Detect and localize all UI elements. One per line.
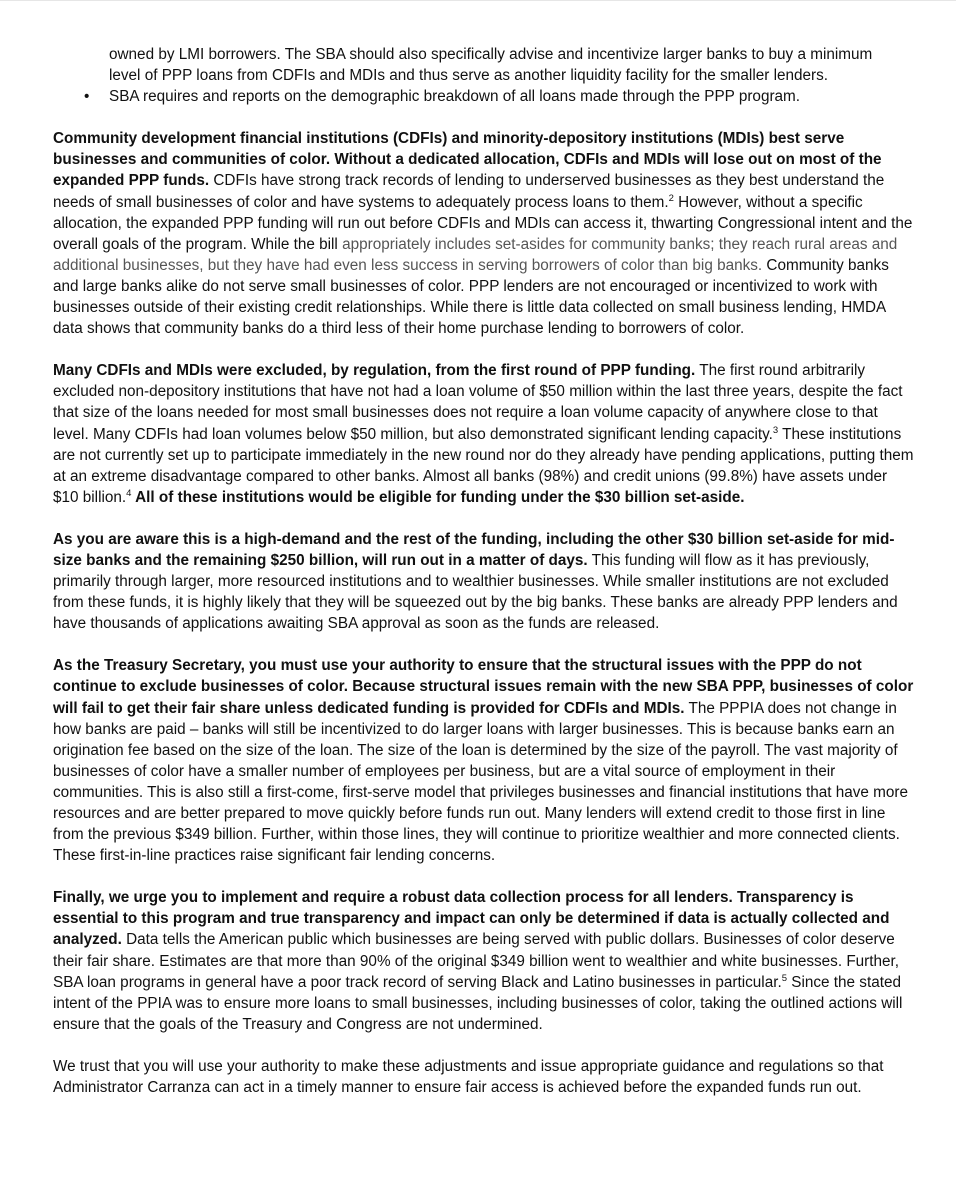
paragraph-text: Community banks and large banks alike do not serve small businesses of color. PPP lenders are not encouraged or incentivized to work with businesses outside of their existing credit relationships. While there is little data collected on small business lending, HMDA data shows that community banks do a third less of their home purchase lending to borrowers of color. [53, 256, 889, 338]
footnote-ref: 3 [772, 424, 779, 436]
paragraph-text: CDFIs have strong track records of lending to underserved businesses as they best understand the needs of small businesses of color and have systems to adequately process loans to them. [53, 172, 885, 211]
bullet-marker: • [84, 88, 90, 106]
footnote-ref: 4 [126, 487, 132, 499]
paragraph-text: Since the stated intent of the PPIA was to ensure more loans to small businesses, including businesses of color, taking the outlined actions will ensure that the goals of the Treasury and Congress are not undermined. [53, 973, 903, 1033]
continuation-line-2: level of PPP loans from CDFIs and MDIs and thus serve as another liquidity facility for the smaller lenders. [109, 67, 828, 85]
top-divider [0, 0, 956, 1]
paragraph-text: These institutions are not currently set up to participate immediately in the new round nor do they already have pending applications, putting them at an extreme disadvantage compared to other banks. Almost all banks (98%) and credit unions (99.8%) have assets under $10 billion. [53, 425, 914, 506]
paragraph-bold-end: All of these institutions would be eligible for funding under the $30 billion set-aside. [131, 488, 745, 506]
paragraph-text: This funding will flow as it has previously, primarily through larger, more resourced institutions and to wealthier businesses. While smaller institutions are not excluded from these funds, it is highly likely that they will be squeezed out by the big banks. These banks are already PPP lenders and have thousands of applications awaiting SBA approval as soon as the funds are released. [53, 551, 898, 633]
paragraph-cdfi-mdi-serve [53, 128, 916, 339]
paragraph-lead: As the Treasury Secretary, you must use your authority to ensure that the structural issues with the PPP do not continue to exclude businesses of color. Because structural issues remain with the new SBA PPP, businesses of color will fail to get their fair share unless dedicated funding is provided for CDFIs and MDIs. [53, 657, 914, 717]
footnote-ref: 5 [781, 972, 788, 984]
paragraph-text: However, without a specific allocation, the expanded PPP funding will run out before CDFIs and MDIs can access it, thwarting Congressional intent and the overall goals of the program. While the bill [53, 193, 913, 253]
paragraph-closing [53, 1056, 916, 1098]
paragraph-text: We trust that you will use your authority to make these adjustments and issue appropriate guidance and regulations so that Administrator Carranza can act in a timely manner to ensure fair access is achieved before the expanded funds run out. [53, 1057, 884, 1097]
bullet-list [53, 86, 916, 107]
paragraph-high-demand [53, 529, 916, 634]
paragraph-text: Data tells the American public which businesses are being served with public dollars. Businesses of color deserve their fair share. Estimates are that more than 90% of the original $349 billion went to wealthier and white businesses. Further, SBA loan programs in general have a poor track record of serving Black and Latino businesses in particular. [53, 931, 900, 991]
paragraph-lead: Finally, we urge you to implement and require a robust data collection process for all lenders. Transparency is essential to this program and true transparency and impact can only be determined if data is actually collected and analyzed. [53, 889, 890, 949]
paragraph-text: The PPPIA does not change in how banks are paid – banks will still be incentivized to do larger loans with larger businesses. This is because banks earn an origination fee based on the size of the loan. The size of the loan is determined by the size of the payroll. The vast majority of businesses of color have a smaller number of employees per business, but are a vital source of employment in their communities. This is also still a first-come, first-serve model that privileges businesses and financial institutions that have more resources and are better prepared to move quickly before funds run out. Many lenders will extend credit to those first in line from the previous $349 billion. Further, within those lines, they will continue to prioritize wealthier and more connected clients. These first-in-line practices raise significant fair lending concerns. [53, 699, 908, 865]
paragraph-text: The first round arbitrarily excluded non-depository institutions that have not had a loan volume of $50 million within the last three years, despite the fact that size of the loans needed for most small businesses does not require a loan volume capacity of anywhere close to that level. Many CDFIs had loan volumes below $50 million, but also demonstrated significant lending capacity. [53, 362, 903, 443]
paragraph-excluded [53, 360, 916, 508]
paragraph-data-collection [53, 887, 916, 1035]
paragraph-lead: Community development financial institutions (CDFIs) and minority-depository institutions (MDIs) best serve businesses and communities of color. Without a dedicated allocation, CDFIs and MDIs will lose out on most of the expanded PPP funds. [53, 130, 882, 190]
footnote-ref: 2 [668, 192, 674, 204]
continued-bullet-text [109, 44, 916, 86]
paragraph-lead: As you are aware this is a high-demand and the rest of the funding, including the other $30 billion set-aside for mid-size banks and the remaining $250 billion, will run out in a matter of days. [53, 530, 895, 569]
continuation-line-1: owned by LMI borrowers. The SBA should also specifically advise and incentivize larger banks to buy a minimum [109, 46, 873, 63]
list-item [84, 86, 916, 107]
paragraph-treasury-secretary [53, 655, 916, 866]
paragraph-gray-text: appropriately includes set-asides for community banks; they reach rural areas and additional businesses, but they have had even less success in serving borrowers of color than big banks. [53, 235, 898, 274]
paragraph-lead: Many CDFIs and MDIs were excluded, by regulation, from the first round of PPP funding. [53, 362, 696, 380]
bullet-text: SBA requires and reports on the demographic breakdown of all loans made through the PPP program. [109, 88, 801, 106]
